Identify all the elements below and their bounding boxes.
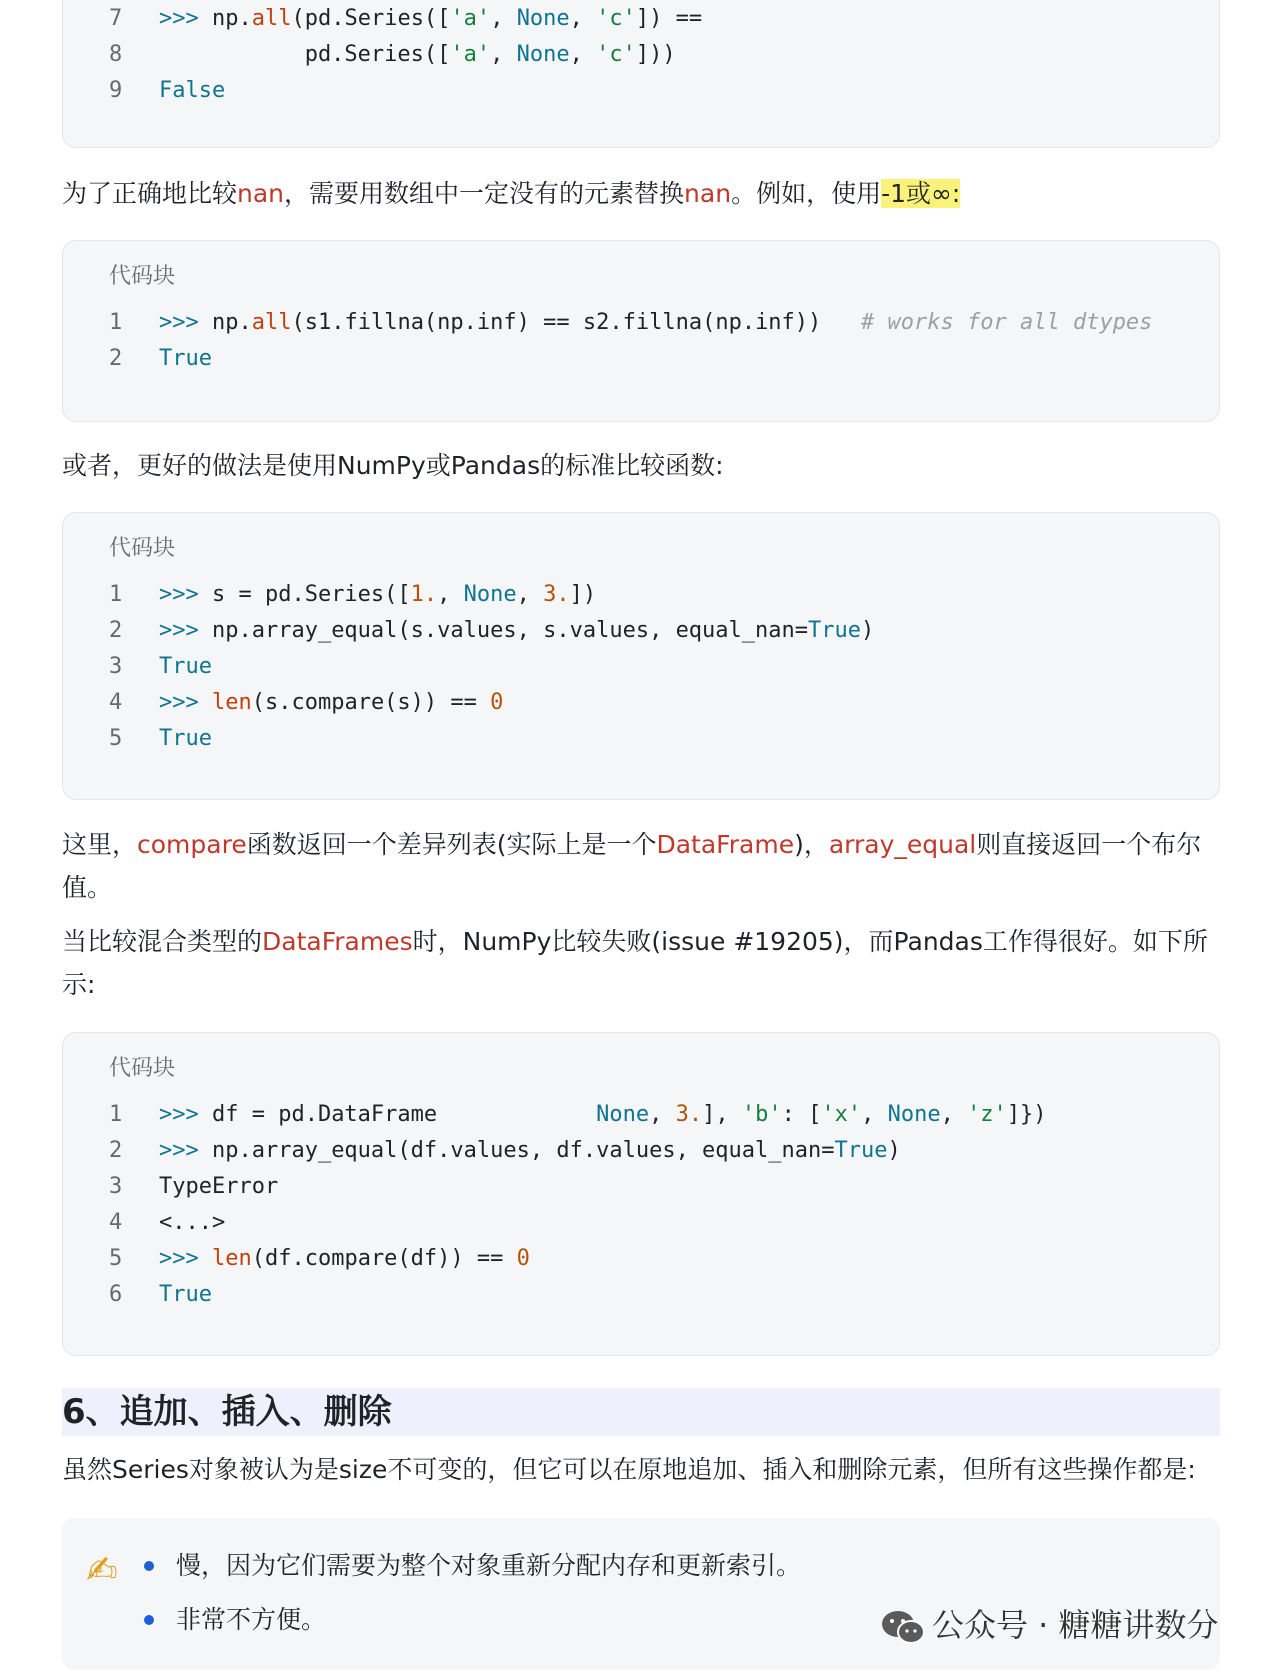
code-line [63, 721, 1219, 757]
paragraph-compare-explain [62, 823, 1222, 909]
text: )， [794, 830, 829, 859]
code-token: True [834, 1138, 888, 1163]
code-line [63, 1169, 1219, 1205]
code-token: , [490, 42, 517, 67]
code-token: np.array_equal(s.values, s.values, equal_nan= [211, 618, 809, 643]
line-number: 1 [109, 582, 123, 607]
code-text [159, 37, 676, 73]
code-token: len [211, 690, 252, 715]
list-item-text: 非常不方便。 [176, 1605, 327, 1634]
text: ，需要用数组中一定没有的元素替换 [284, 179, 685, 208]
code-token: ]}) [1006, 1102, 1047, 1127]
line-number: 3 [109, 1174, 123, 1199]
code-block-label: 代码块 [109, 1056, 176, 1081]
code-text [159, 1, 702, 37]
code-token: >>> [159, 310, 212, 335]
code-token: 3. [675, 1102, 703, 1127]
code-token: <...> [159, 1210, 226, 1235]
code-token: ]) == [635, 6, 703, 31]
code-token: >>> [159, 1246, 212, 1271]
line-number: 1 [109, 310, 123, 335]
code-text [159, 1133, 901, 1169]
code-token: , [490, 6, 517, 31]
line-number: 2 [109, 1138, 123, 1163]
code-token: ], [702, 1102, 742, 1127]
code-token: None [463, 582, 517, 607]
text: 时，NumPy比较失败(issue #19205)，而Pandas工作得很好。如下所 [412, 927, 1208, 956]
watermark [880, 1600, 1219, 1650]
list-item-text: 慢，因为它们需要为整个对象重新分配内存和更新索引。 [176, 1551, 802, 1580]
line-number: 4 [109, 690, 123, 715]
code-token: 0 [490, 690, 504, 715]
code-token: 'c' [596, 6, 636, 31]
code-token: True [159, 726, 212, 751]
code-token: 1. [410, 582, 438, 607]
code-token: True [808, 618, 861, 643]
paragraph-series-ops: 虽然Series对象被认为是size不可变的，但它可以在原地追加、插入和删除元素，但所有这些操作都是: [62, 1455, 1196, 1484]
code-token: True [159, 654, 212, 679]
code-token: ]) [569, 582, 597, 607]
code-token: , [569, 42, 597, 67]
code-block-label: 代码块 [109, 536, 176, 561]
line-number: 3 [109, 654, 123, 679]
code-line [63, 1277, 1219, 1313]
code-token: pd.Series([ [159, 42, 451, 67]
code-token: , [569, 6, 597, 31]
code-token: None [596, 1102, 650, 1127]
inline-code-dataframe: DataFrame [656, 830, 795, 859]
code-line [63, 1097, 1219, 1133]
code-token: np.array_equal(df.values, df.values, equal_nan= [211, 1138, 835, 1163]
text: 。例如，使用 [731, 179, 882, 208]
code-line [63, 685, 1219, 721]
code-token: >>> [159, 582, 212, 607]
code-token: False [159, 78, 226, 103]
writing-hand-icon: ✍ [86, 1548, 118, 1592]
line-number: 6 [109, 1282, 123, 1307]
code-token: s = pd.Series([ [211, 582, 411, 607]
code-token: 'x' [821, 1102, 862, 1127]
code-token: all [251, 310, 292, 335]
line-number: 5 [109, 726, 123, 751]
inline-code-nan: nan [237, 179, 285, 208]
line-number: 1 [109, 1102, 123, 1127]
paragraph-nan-replace [62, 172, 1222, 215]
code-line [63, 649, 1219, 685]
code-token: (s1.fillna(np.inf) == s2.fillna(np.inf)) [291, 310, 862, 335]
code-token: (df.compare(df)) == [251, 1246, 517, 1271]
code-token: , [940, 1102, 968, 1127]
code-text [159, 1205, 225, 1241]
code-block-1 [62, 240, 1220, 422]
code-text [159, 1097, 1047, 1133]
code-token: 3. [543, 582, 570, 607]
paragraph-standard-compare: 或者，更好的做法是使用NumPy或Pandas的标准比较函数: [62, 451, 724, 480]
line-number: 7 [109, 6, 123, 31]
inline-code-array-equal: array_equal [828, 830, 977, 859]
code-block-2 [62, 512, 1220, 800]
wechat-icon [880, 1607, 926, 1647]
code-token: len [211, 1246, 252, 1271]
code-text [159, 1277, 212, 1313]
line-number: 9 [109, 78, 123, 103]
code-text [159, 73, 225, 109]
code-token: 'c' [596, 42, 636, 67]
paragraph-mixed-types [62, 920, 1222, 1006]
text: 这里， [62, 830, 138, 859]
code-token: np. [211, 310, 252, 335]
line-number: 5 [109, 1246, 123, 1271]
code-line [63, 341, 1219, 377]
code-token: None [887, 1102, 941, 1127]
text: 则直接返回一个布尔 [976, 830, 1202, 859]
code-line [63, 305, 1219, 341]
line-number: 2 [109, 346, 123, 371]
code-token: ])) [635, 42, 676, 67]
code-text [159, 1169, 278, 1205]
code-token: TypeError [159, 1174, 279, 1199]
code-token: ) [887, 1138, 901, 1163]
code-text [159, 577, 596, 613]
code-line [63, 1, 1219, 37]
bullet-dot [144, 1615, 154, 1625]
code-token: , [861, 1102, 888, 1127]
code-token: # works for all dtypes [861, 310, 1153, 335]
code-token: (s.compare(s)) == [251, 690, 491, 715]
code-token: np. [211, 6, 252, 31]
code-token: >>> [159, 1102, 212, 1127]
code-text [159, 613, 874, 649]
code-token: >>> [159, 6, 212, 31]
text: 值。 [62, 873, 113, 902]
code-token: 0 [516, 1246, 530, 1271]
code-line [63, 37, 1219, 73]
code-token: 'b' [741, 1102, 782, 1127]
code-token: , [437, 582, 464, 607]
code-line [63, 73, 1219, 109]
code-token: , [516, 582, 544, 607]
code-line [63, 1205, 1219, 1241]
code-token: None [516, 6, 570, 31]
code-token: all [251, 6, 292, 31]
inline-code-compare: compare [137, 830, 247, 859]
code-text [159, 685, 503, 721]
code-line [63, 1133, 1219, 1169]
section-title: 6、追加、插入、删除 [62, 1388, 1220, 1436]
code-token: >>> [159, 690, 212, 715]
code-block-3 [62, 1032, 1220, 1356]
code-text [159, 649, 212, 685]
code-token: , [649, 1102, 676, 1127]
bullet-dot [144, 1561, 154, 1571]
text: 当比较混合类型的 [62, 927, 263, 956]
code-line [63, 577, 1219, 613]
code-token: 'a' [450, 42, 491, 67]
line-number: 2 [109, 618, 123, 643]
code-token: ) [861, 618, 875, 643]
text: 示: [62, 970, 96, 999]
code-token: : [ [781, 1102, 822, 1127]
code-token: df = pd.DataFrame [211, 1102, 597, 1127]
code-token: 'z' [967, 1102, 1007, 1127]
code-text [159, 721, 212, 757]
line-number: 8 [109, 42, 123, 67]
code-block-top [62, 0, 1220, 148]
inline-code-nan: nan [684, 179, 732, 208]
code-token: True [159, 1282, 212, 1307]
code-line [63, 1241, 1219, 1277]
text: 为了正确地比较 [62, 179, 238, 208]
code-text [159, 1241, 530, 1277]
text: 函数返回一个差异列表(实际上是一个 [246, 830, 657, 859]
code-token: (pd.Series([ [291, 6, 451, 31]
highlight-text: -1或∞: [881, 179, 961, 208]
inline-code-dataframes: DataFrames [262, 927, 413, 956]
code-token: True [159, 346, 212, 371]
line-number: 4 [109, 1210, 123, 1235]
code-token: 'a' [450, 6, 491, 31]
code-text [159, 341, 212, 377]
code-block-label: 代码块 [109, 264, 176, 289]
code-token: None [516, 42, 570, 67]
watermark-text: 公众号 · 糖糖讲数分 [932, 1606, 1219, 1644]
code-token: >>> [159, 1138, 212, 1163]
code-token: >>> [159, 618, 212, 643]
code-text [159, 305, 1152, 341]
code-line [63, 613, 1219, 649]
